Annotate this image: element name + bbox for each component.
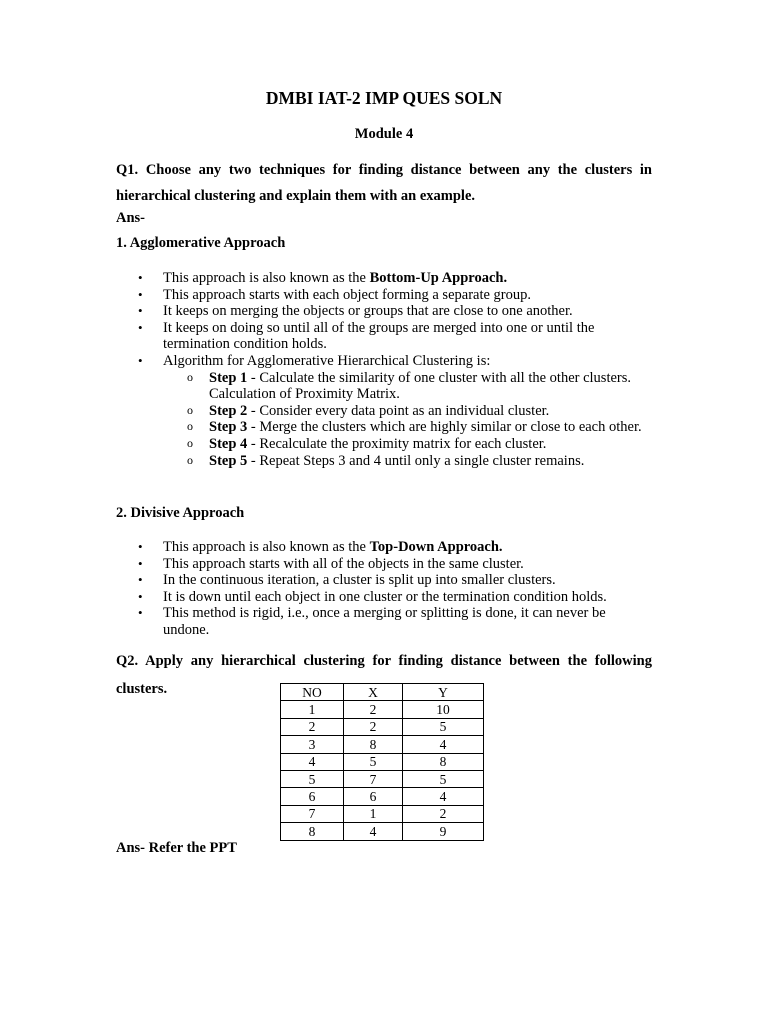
bullet-item: • This approach starts with all of the objects in the same cluster. <box>116 556 643 573</box>
table-cell: 5 <box>403 770 484 787</box>
table-row <box>281 823 484 840</box>
table-row <box>281 753 484 770</box>
table-cell: 2 <box>281 718 344 735</box>
step-item: o Step 1 - Calculate the similarity of one cluster with all the other clusters. Calculation of Proximity Matrix. <box>163 370 649 403</box>
answer-2: Ans- Refer the PPT <box>116 840 237 856</box>
table-cell: 3 <box>281 736 344 753</box>
table-row <box>281 736 484 753</box>
column-header: Y <box>403 684 484 701</box>
bullet-item: • This approach is also known as the Bottom-Up Approach. <box>116 270 643 287</box>
column-header: X <box>344 684 403 701</box>
question-1-line-2: hierarchical clustering and explain them with an example. <box>116 188 476 204</box>
divisive-bullet-list <box>116 539 643 639</box>
table-cell: 7 <box>344 770 403 787</box>
bullet-item: • This approach is also known as the Top-Down Approach. <box>116 539 643 556</box>
table-cell: 6 <box>281 788 344 805</box>
table-row <box>281 805 484 822</box>
table-cell: 4 <box>281 753 344 770</box>
table-cell: 4 <box>403 788 484 805</box>
table-cell: 5 <box>281 770 344 787</box>
step-item: o Step 5 - Repeat Steps 3 and 4 until only a single cluster remains. <box>163 453 649 470</box>
bullet-item: • This method is rigid, i.e., once a merging or splitting is done, it can never be undone. <box>116 605 643 638</box>
question-1-line-1: Q1. Choose any two techniques for finding distance between any the clusters in <box>116 162 652 178</box>
step-item: o Step 2 - Consider every data point as an individual cluster. <box>163 403 649 420</box>
table-cell: 2 <box>344 718 403 735</box>
table-header-row <box>281 684 484 701</box>
bullet-item: • It is down until each object in one cluster or the termination condition holds. <box>116 589 643 606</box>
table-cell: 5 <box>403 718 484 735</box>
table-cell: 4 <box>403 736 484 753</box>
question-2-line-1: Q2. Apply any hierarchical clustering for finding distance between the following <box>116 653 652 669</box>
step-item: o Step 4 - Recalculate the proximity matrix for each cluster. <box>163 436 649 453</box>
table-cell: 2 <box>344 701 403 718</box>
divisive-heading: 2. Divisive Approach <box>116 505 245 521</box>
bullet-item: • Algorithm for Agglomerative Hierarchical Clustering is: o Step 1 - Calculate the similarity of one cluster with all the other clusters. Calculation of Proximity Matrix. o Step 2 - Consider every data point as an individual cluster. o Step 3 - Merge the clusters which are highly similar or close to each other. o Step 4 - Recalculate the proximity matrix for each cluster. o Step 5 - Repeat Steps 3 and 4 until only a single cluster remains. <box>116 353 643 469</box>
table-row <box>281 788 484 805</box>
bullet-item: • It keeps on doing so until all of the groups are merged into one or until the termination condition holds. <box>116 320 643 353</box>
table-cell: 9 <box>403 823 484 840</box>
data-table <box>280 683 484 841</box>
table-cell: 8 <box>344 736 403 753</box>
table-cell: 7 <box>281 805 344 822</box>
table-row <box>281 718 484 735</box>
agglomerative-heading: 1. Agglomerative Approach <box>116 235 286 251</box>
table-cell: 4 <box>344 823 403 840</box>
module-heading: Module 4 <box>354 126 414 142</box>
step-item: o Step 3 - Merge the clusters which are highly similar or close to each other. <box>163 419 649 436</box>
bullet-item: • It keeps on merging the objects or groups that are close to one another. <box>116 303 643 320</box>
table-cell: 2 <box>403 805 484 822</box>
table-row <box>281 770 484 787</box>
bullet-item: • In the continuous iteration, a cluster is split up into smaller clusters. <box>116 572 643 589</box>
table-cell: 10 <box>403 701 484 718</box>
question-2-line-2: clusters. <box>116 681 168 697</box>
table-row <box>281 701 484 718</box>
table-cell: 6 <box>344 788 403 805</box>
table-cell: 1 <box>344 805 403 822</box>
table-cell: 1 <box>281 701 344 718</box>
bullet-item: • This approach starts with each object forming a separate group. <box>116 287 643 304</box>
algorithm-step-list <box>163 370 643 470</box>
table-cell: 8 <box>281 823 344 840</box>
table-cell: 8 <box>403 753 484 770</box>
document-title: DMBI IAT-2 IMP QUES SOLN <box>265 88 503 108</box>
answer-label: Ans- <box>116 210 146 226</box>
agglomerative-bullet-list <box>116 270 643 469</box>
question-1 <box>116 157 652 209</box>
table-cell: 5 <box>344 753 403 770</box>
column-header: NO <box>281 684 344 701</box>
